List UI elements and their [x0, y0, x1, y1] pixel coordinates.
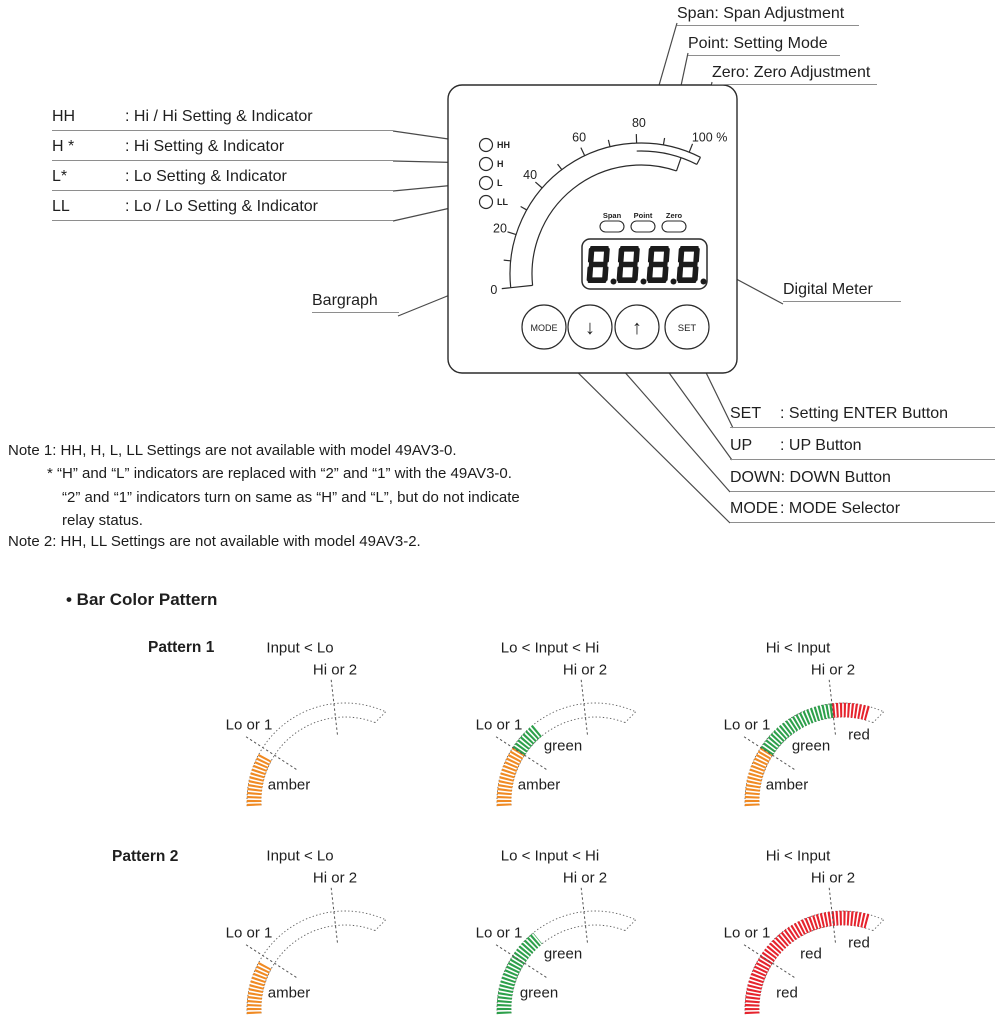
note-1-line-4: relay status. [62, 511, 143, 529]
callout-digital-meter: Digital Meter [783, 281, 901, 302]
callout-ll-desc: : Lo / Lo Setting & Indicator [125, 198, 319, 215]
digit-segment [589, 262, 608, 268]
gauge-tip-cap [375, 920, 386, 931]
gauge-color-label-amber: amber [267, 776, 311, 794]
up-arrow-icon: ↑ [632, 317, 642, 339]
digit-segment [633, 248, 640, 263]
gauge-lo-setpoint-line [744, 945, 794, 978]
display-digit [676, 246, 700, 283]
callout-mode [730, 500, 995, 523]
callout-down-term: DOWN [730, 469, 781, 486]
digit-segment [648, 248, 655, 263]
display-digit [646, 246, 670, 283]
digit-segment [662, 267, 669, 282]
note-2: Note 2: HH, LL Settings are not available with model 49AV3-2. [8, 533, 421, 550]
display-decimal-point [701, 279, 707, 285]
gauge-segment-red [833, 710, 868, 714]
display-decimal-point [641, 279, 647, 285]
gauge-hi-label: Hi or 2 [810, 661, 856, 679]
device-panel [448, 85, 737, 373]
gauge-segment-red [752, 918, 868, 1014]
gauge-outer-dotted-arc [247, 703, 386, 806]
gauge-color-label-red: red [800, 945, 822, 963]
callout-l-desc: : Lo Setting & Indicator [125, 168, 287, 185]
gauge-outer-dotted-arc [497, 911, 636, 1014]
gauge-segment-green [767, 711, 833, 752]
callout-up-desc: : UP Button [780, 437, 862, 454]
span-button [600, 221, 624, 232]
zero-button-label: Zero [665, 211, 683, 220]
callout-set-term: SET [730, 405, 762, 422]
pattern-gauge [246, 888, 386, 1014]
callout-span: Span: Span Adjustment [677, 5, 859, 26]
gauge-color-label-green: green [543, 737, 583, 755]
pattern-gauge [744, 888, 884, 1014]
leader-line-mode [554, 349, 730, 523]
callout-down [730, 469, 995, 492]
gauge-condition-header: Hi < Input [765, 639, 831, 657]
callout-point: Point: Setting Mode [688, 35, 840, 56]
gauge-condition-header: Input < Lo [266, 639, 334, 657]
indicator-label-ll: LL [497, 197, 508, 207]
bargraph-tick [504, 260, 511, 261]
callout-hh-term: HH [52, 108, 76, 125]
display-decimal-point [611, 279, 617, 285]
digit-segment [649, 262, 668, 268]
digit-segment [647, 267, 654, 282]
gauge-hi-label: Hi or 2 [810, 869, 856, 887]
bargraph-scale-label: 40 [523, 167, 538, 182]
callout-bargraph: Bargraph [312, 292, 399, 313]
span-button-label: Span [602, 211, 622, 220]
gauge-color-label-amber: amber [267, 984, 311, 1002]
gauge-hi-label: Hi or 2 [562, 869, 608, 887]
mode-button-label: MODE [530, 323, 558, 333]
pattern-gauge [246, 680, 386, 806]
adjust-buttons [600, 211, 686, 232]
bargraph-scale-label: 0 [490, 282, 498, 297]
callout-up [730, 437, 995, 460]
gauge-hi-label: Hi or 2 [312, 869, 358, 887]
gauge-inner-dotted-arc [261, 717, 375, 805]
point-button [631, 221, 655, 232]
callout-h-term: H * [52, 138, 75, 155]
gauge-tip-cap [873, 712, 884, 723]
display-digit [616, 246, 640, 283]
pattern-gauge [496, 680, 636, 806]
digit-segment [693, 248, 700, 263]
gauge-tip-cap [873, 920, 884, 931]
gauge-hi-setpoint-line [331, 680, 337, 736]
digit-segment [587, 267, 594, 282]
gauge-condition-header: Lo < Input < Hi [500, 847, 600, 865]
gauge-color-label-green: green [519, 984, 559, 1002]
gauge-color-label-amber: amber [765, 776, 809, 794]
digit-segment [603, 248, 610, 263]
callout-h [52, 138, 393, 161]
digit-segment [678, 248, 685, 263]
callout-h-desc: : Hi Setting & Indicator [125, 138, 285, 155]
bargraph-scale-label: 80 [631, 116, 646, 131]
digit-segment [602, 267, 609, 282]
indicator-label-hh: HH [497, 140, 510, 150]
digit-segment [663, 248, 670, 263]
gauge-segment-amber [254, 757, 265, 806]
gauge-segment-green [504, 938, 538, 1013]
callout-ll-term: LL [52, 198, 70, 215]
set-button-label: SET [677, 323, 697, 334]
gauge-color-label-red: red [848, 726, 870, 744]
gauge-tip-cap [625, 712, 636, 723]
callout-set-desc: : Setting ENTER Button [780, 405, 949, 422]
gauge-lo-setpoint-line [246, 737, 296, 770]
callout-mode-term: MODE [730, 500, 778, 517]
gauge-hi-label: Hi or 2 [312, 661, 358, 679]
callout-up-term: UP [730, 437, 753, 454]
pattern-2-label: Pattern 2 [112, 848, 179, 865]
gauge-inner-dotted-arc [759, 717, 873, 805]
digit-segment [588, 248, 595, 263]
gauge-hi-setpoint-line [581, 680, 587, 736]
callout-ll [52, 198, 393, 221]
gauge-hi-label: Hi or 2 [562, 661, 608, 679]
point-button-label: Point [633, 211, 653, 220]
bargraph-scale-label: 100 % [691, 130, 728, 145]
gauge-outer-dotted-arc [247, 911, 386, 1014]
digit-segment [679, 262, 698, 268]
callout-hh-desc: : Hi / Hi Setting & Indicator [125, 108, 313, 125]
gauge-tip-cap [375, 712, 386, 723]
gauge-hi-setpoint-line [331, 888, 337, 944]
display-decimal-point [671, 279, 677, 285]
note-1-line-3: “2” and “1” indicators turn on same as “H” and “L”, but do not indicate [62, 488, 520, 506]
pattern-gauge [496, 888, 636, 1014]
gauge-hi-setpoint-line [581, 888, 587, 944]
gauge-color-label-green: green [543, 945, 583, 963]
digit-segment [618, 248, 625, 263]
note-1 [8, 439, 520, 532]
gauge-condition-header: Lo < Input < Hi [500, 639, 600, 657]
gauge-color-label-green: green [791, 737, 831, 755]
gauge-color-label-red: red [776, 984, 798, 1002]
callout-set [730, 405, 995, 428]
gauge-lo-setpoint-line [496, 945, 546, 978]
indicator-label-h: H [497, 159, 504, 169]
callout-mode-desc: : MODE Selector [780, 500, 901, 517]
indicator-label-l: L [497, 178, 503, 188]
pattern-gauge [744, 680, 884, 806]
gauge-lo-setpoint-line [246, 945, 296, 978]
callout-hh [52, 108, 393, 131]
gauge-lo-label: Lo or 1 [475, 924, 523, 942]
digit-segment [677, 267, 684, 282]
bar-color-pattern-heading: • Bar Color Pattern [66, 590, 218, 609]
down-arrow-icon: ↓ [585, 317, 595, 339]
gauge-color-label-red: red [848, 934, 870, 952]
bargraph-scale-label: 60 [572, 130, 587, 145]
digit-segment [692, 267, 699, 282]
gauge-tip-cap [625, 920, 636, 931]
digit-segment [632, 267, 639, 282]
note-1-line-2: * “H” and “L” indicators are replaced with “2” and “1” with the 49AV3-0. [47, 465, 512, 483]
callout-down-desc: : DOWN Button [780, 469, 891, 486]
gauge-condition-header: Hi < Input [765, 847, 831, 865]
gauge-outer-dotted-arc [745, 911, 884, 1014]
gauge-condition-header: Input < Lo [266, 847, 334, 865]
digit-segment [619, 262, 638, 268]
gauge-lo-label: Lo or 1 [475, 716, 523, 734]
digit-segment [617, 267, 624, 282]
gauge-lo-label: Lo or 1 [723, 716, 771, 734]
gauge-color-label-amber: amber [517, 776, 561, 794]
callout-l-term: L* [52, 168, 68, 185]
gauge-lo-label: Lo or 1 [225, 924, 273, 942]
pattern-1-label: Pattern 1 [148, 639, 215, 656]
pattern-gauges [246, 680, 884, 1014]
gauge-segment-amber [254, 965, 265, 1014]
gauge-outer-dotted-arc [497, 703, 636, 806]
zero-button [662, 221, 686, 232]
callout-zero: Zero: Zero Adjustment [712, 64, 877, 85]
callout-l [52, 168, 393, 191]
gauge-inner-dotted-arc [511, 717, 625, 805]
gauge-lo-label: Lo or 1 [225, 716, 273, 734]
gauge-segment-green [519, 730, 538, 751]
display-digit [586, 246, 610, 283]
gauge-inner-dotted-arc [261, 925, 375, 1013]
leader-line-down [608, 353, 730, 492]
bargraph-scale-label: 20 [493, 221, 507, 236]
gauge-lo-label: Lo or 1 [723, 924, 771, 942]
note-1-line-1: Note 1: HH, H, L, LL Settings are not available with model 49AV3-0. [8, 442, 457, 459]
